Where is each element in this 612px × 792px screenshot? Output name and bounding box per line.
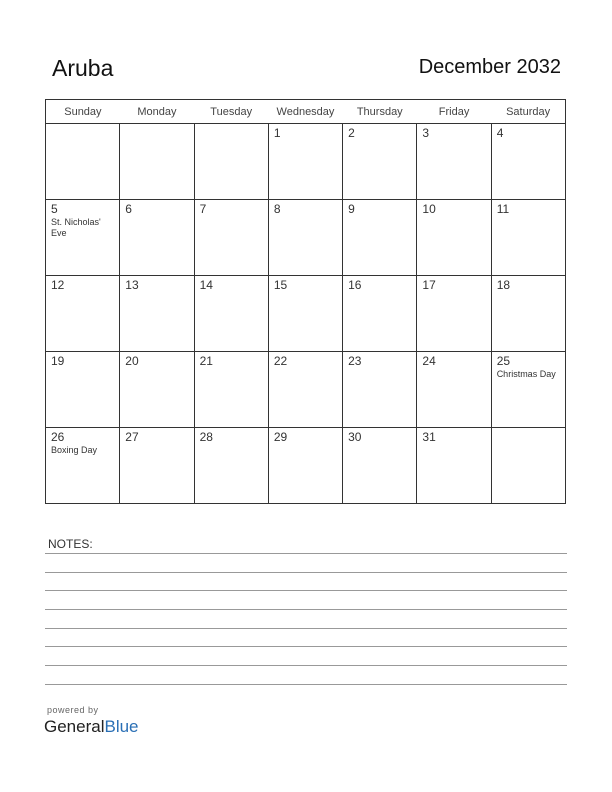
day-cell bbox=[120, 428, 194, 504]
day-cell bbox=[491, 276, 565, 352]
day-cell bbox=[268, 124, 342, 200]
day-number: 3 bbox=[422, 126, 430, 140]
powered-by-text: powered by bbox=[47, 705, 99, 715]
day-number: 16 bbox=[348, 278, 362, 292]
day-cell bbox=[491, 352, 565, 428]
day-number: 14 bbox=[199, 278, 213, 292]
day-cell bbox=[343, 352, 417, 428]
day-cell bbox=[120, 352, 194, 428]
weekday-monday: Monday bbox=[120, 100, 194, 124]
day-number: 25 bbox=[496, 354, 511, 368]
day-cell bbox=[268, 352, 342, 428]
day-cell bbox=[417, 428, 491, 504]
weekday-friday: Friday bbox=[417, 100, 491, 124]
day-number: 7 bbox=[199, 202, 207, 216]
day-number: 26 bbox=[51, 430, 65, 444]
holiday-label: Christmas Day bbox=[496, 369, 556, 379]
day-number: 4 bbox=[496, 126, 504, 140]
day-cell bbox=[491, 200, 565, 276]
day-number: 20 bbox=[125, 354, 139, 368]
note-line bbox=[45, 665, 567, 666]
weekday-header-row bbox=[46, 100, 566, 124]
day-cell bbox=[268, 200, 342, 276]
day-number: 15 bbox=[273, 278, 288, 292]
note-line bbox=[45, 609, 567, 610]
day-number: 22 bbox=[273, 354, 288, 368]
day-cell bbox=[120, 124, 194, 200]
day-cell bbox=[417, 124, 491, 200]
notes-label: NOTES: bbox=[48, 537, 93, 551]
month-year-title: December 2032 bbox=[418, 56, 561, 78]
day-number: 13 bbox=[125, 278, 139, 292]
day-cell bbox=[46, 276, 120, 352]
logo-text-general: General bbox=[44, 717, 105, 736]
day-number: 12 bbox=[51, 278, 65, 292]
day-number: 8 bbox=[273, 202, 281, 216]
day-cell bbox=[194, 276, 268, 352]
day-number: 31 bbox=[422, 430, 436, 444]
day-cell bbox=[417, 276, 491, 352]
week-row bbox=[46, 124, 566, 200]
weekday-wednesday: Wednesday bbox=[268, 100, 342, 124]
note-line bbox=[45, 553, 567, 554]
day-number: 24 bbox=[422, 354, 436, 368]
day-number: 11 bbox=[496, 202, 510, 216]
day-cell bbox=[194, 352, 268, 428]
day-number: 2 bbox=[348, 126, 355, 140]
day-cell bbox=[46, 428, 120, 504]
note-line bbox=[45, 684, 567, 685]
day-cell bbox=[268, 428, 342, 504]
day-cell bbox=[491, 428, 565, 504]
weekday-thursday: Thursday bbox=[343, 100, 417, 124]
day-number: 29 bbox=[273, 430, 288, 444]
week-row bbox=[46, 200, 566, 276]
day-cell bbox=[343, 428, 417, 504]
day-cell bbox=[343, 276, 417, 352]
day-number: 21 bbox=[199, 354, 213, 368]
day-number: 19 bbox=[51, 354, 65, 368]
day-cell bbox=[194, 124, 268, 200]
holiday-label: St. Nicholas' Eve bbox=[51, 217, 101, 238]
day-number: 28 bbox=[199, 430, 213, 444]
weekday-saturday: Saturday bbox=[491, 100, 565, 124]
day-cell bbox=[120, 200, 194, 276]
note-line bbox=[45, 590, 567, 591]
day-number: 17 bbox=[422, 278, 436, 292]
note-line bbox=[45, 628, 567, 629]
day-cell bbox=[194, 428, 268, 504]
country-title: Aruba bbox=[52, 55, 114, 81]
day-number: 5 bbox=[51, 202, 58, 216]
day-number: 18 bbox=[496, 278, 511, 292]
day-cell bbox=[120, 276, 194, 352]
note-line bbox=[45, 646, 567, 647]
weekday-tuesday: Tuesday bbox=[194, 100, 268, 124]
week-row bbox=[46, 428, 566, 504]
calendar-grid bbox=[45, 99, 566, 504]
day-number: 1 bbox=[273, 126, 281, 140]
day-cell bbox=[46, 352, 120, 428]
day-number: 9 bbox=[348, 202, 355, 216]
day-cell bbox=[491, 124, 565, 200]
day-number: 23 bbox=[348, 354, 362, 368]
day-cell bbox=[46, 124, 120, 200]
day-cell bbox=[417, 352, 491, 428]
day-number: 27 bbox=[125, 430, 139, 444]
day-number: 30 bbox=[348, 430, 362, 444]
holiday-label: Boxing Day bbox=[51, 445, 98, 455]
day-number: 6 bbox=[125, 202, 132, 216]
day-cell bbox=[417, 200, 491, 276]
day-number: 10 bbox=[422, 202, 436, 216]
weekday-sunday: Sunday bbox=[46, 100, 120, 124]
day-cell bbox=[343, 200, 417, 276]
day-cell bbox=[46, 200, 120, 276]
note-line bbox=[45, 572, 567, 573]
week-row bbox=[46, 352, 566, 428]
day-cell bbox=[194, 200, 268, 276]
day-cell bbox=[343, 124, 417, 200]
logo-text-blue: Blue bbox=[104, 717, 139, 736]
week-row bbox=[46, 276, 566, 352]
day-cell bbox=[268, 276, 342, 352]
generalblue-logo[interactable] bbox=[44, 717, 139, 737]
